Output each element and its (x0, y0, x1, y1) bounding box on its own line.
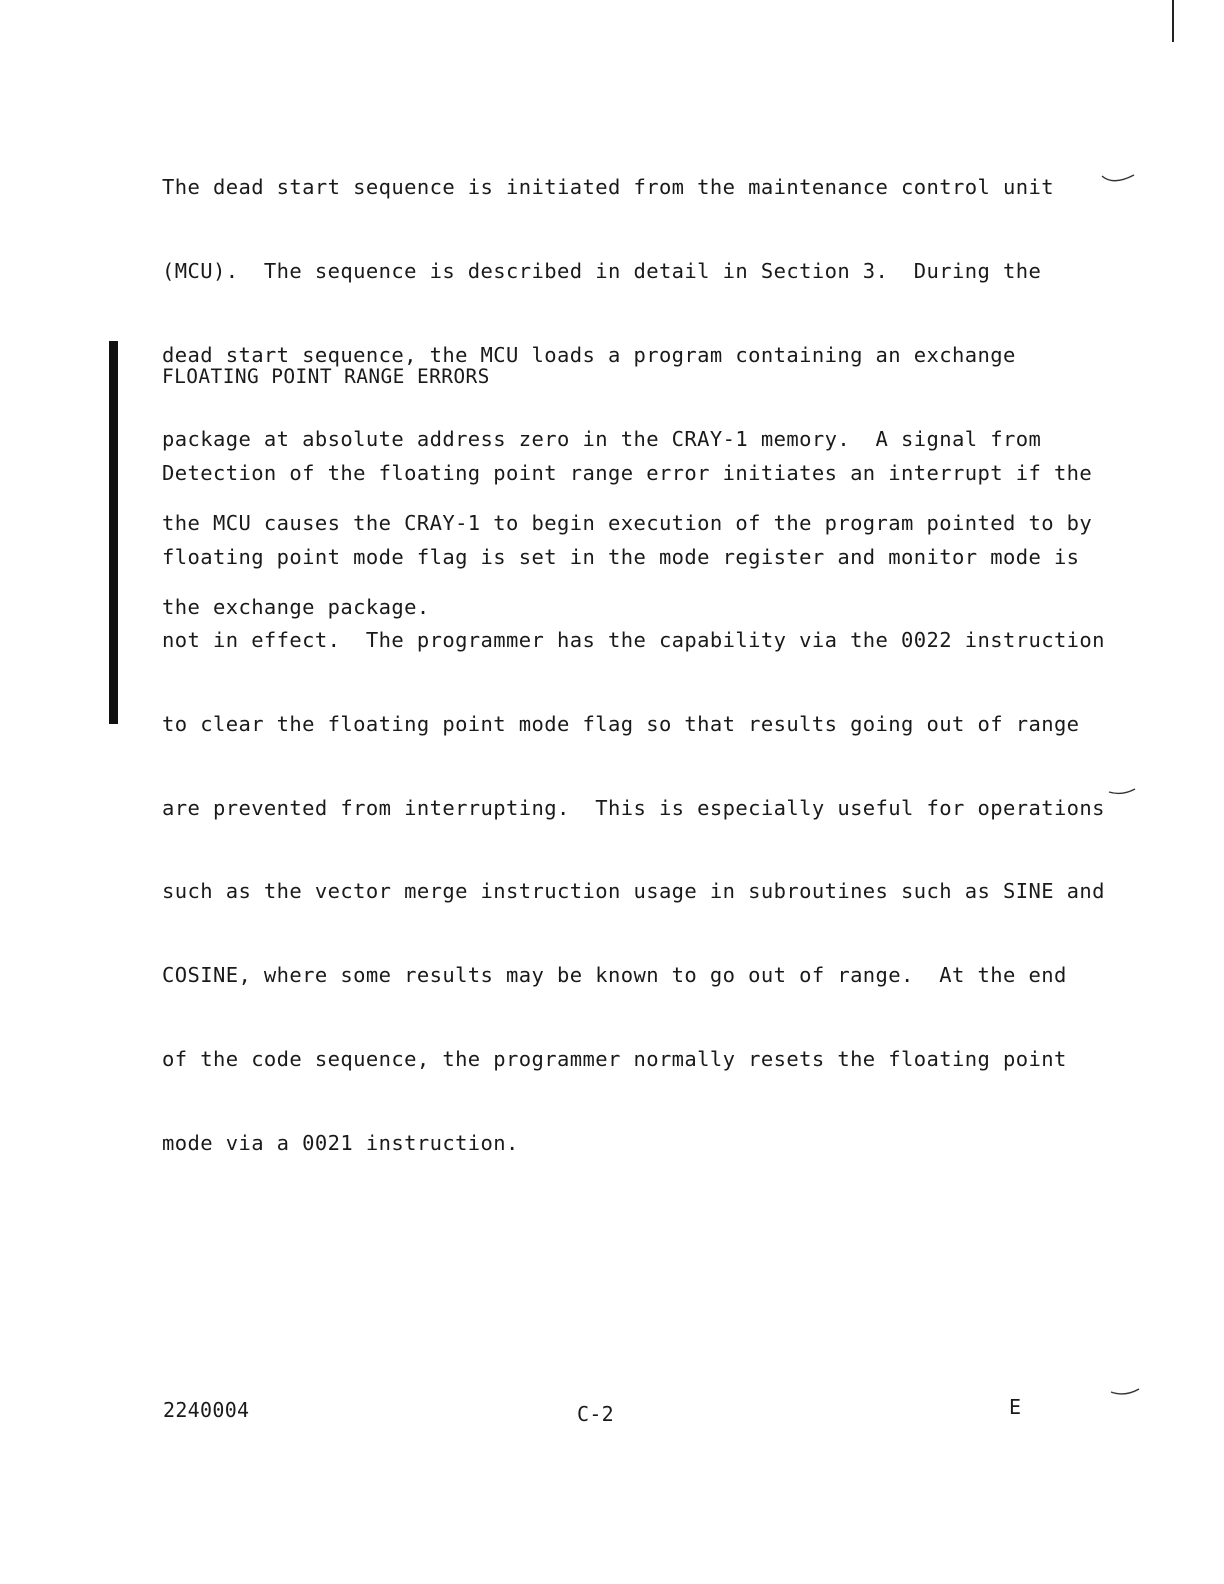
scan-mark-icon (1101, 172, 1135, 184)
text-line: the exchange package. (162, 595, 430, 619)
text-line: to clear the floating point mode flag so that results going out of range (162, 712, 1080, 737)
text-line: package at absolute address zero in the CRAY-1 memory. A signal from (162, 427, 1042, 451)
text-line: are prevented from interrupting. This is especially useful for operations (162, 795, 1105, 820)
text-line: The dead start sequence is initiated from the maintenance control unit (162, 175, 1054, 199)
revision-letter: E (1009, 1395, 1022, 1419)
paragraph-floating-point (162, 408, 1105, 1209)
scan-mark-icon (1108, 786, 1136, 798)
text-line: Detection of the floating point range error initiates an interrupt if the (162, 461, 1093, 485)
text-line: the MCU causes the CRAY-1 to begin execution of the program pointed to by (162, 511, 1093, 535)
page-number: C-2 (577, 1402, 615, 1426)
text-line: of the code sequence, the programmer normally resets the floating point (162, 1046, 1067, 1071)
revision-change-bar (109, 341, 118, 724)
text-line: such as the vector merge instruction usage in subroutines such as SINE and (162, 879, 1105, 904)
document-number: 2240004 (163, 1398, 250, 1422)
text-line: dead start sequence, the MCU loads a program containing an exchange (162, 343, 1016, 367)
section-heading: FLOATING POINT RANGE ERRORS (162, 365, 490, 388)
text-line: COSINE, where some results may be known to go out of range. At the end (162, 963, 1067, 988)
text-line: mode via a 0021 instruction. (162, 1130, 519, 1155)
text-line: (MCU). The sequence is described in detail in Section 3. During the (162, 259, 1042, 283)
text-line: not in effect. The programmer has the capability via the 0022 instruction (162, 628, 1105, 653)
page-edge-line (1172, 0, 1174, 42)
scan-mark-icon (1110, 1387, 1140, 1399)
text-line: floating point mode flag is set in the mode register and monitor mode is (162, 544, 1080, 569)
